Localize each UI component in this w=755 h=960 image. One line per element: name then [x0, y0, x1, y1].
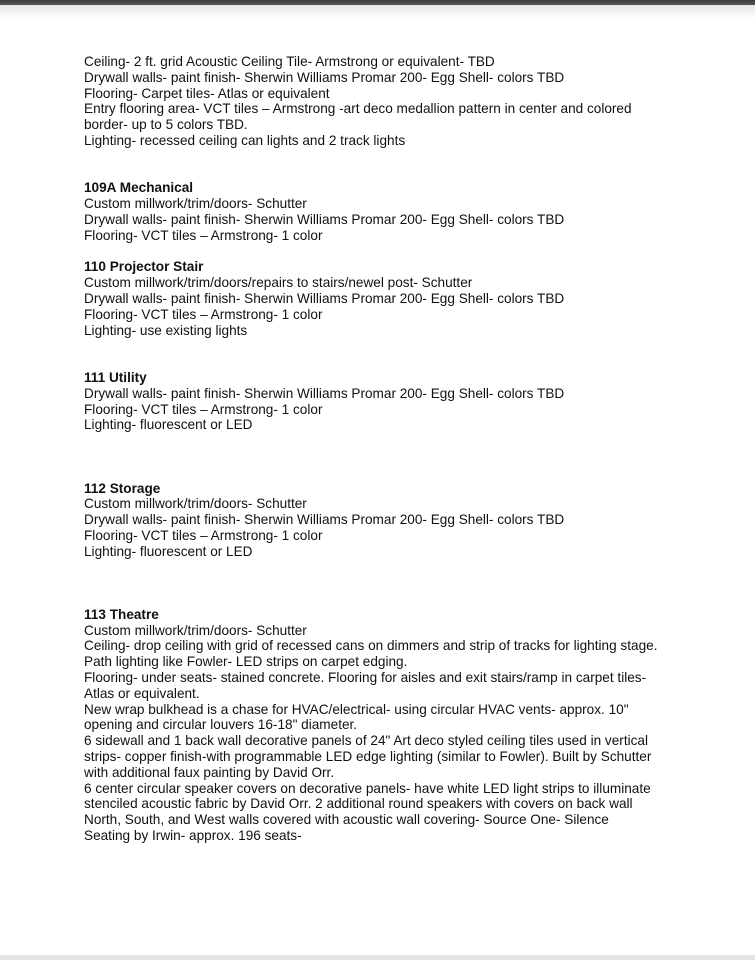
spec-line: Drywall walls- paint finish- Sherwin Williams Promar 200- Egg Shell- colors TBD	[84, 512, 565, 528]
intro-section	[84, 54, 684, 149]
spec-line: Drywall walls- paint finish- Sherwin Williams Promar 200- Egg Shell- colors TBD	[84, 211, 565, 227]
section-heading: 109A Mechanical	[84, 180, 194, 196]
spec-line: Flooring- VCT tiles – Armstrong- 1 color	[84, 227, 323, 243]
spec-line: Custom millwork/trim/doors/repairs to stairs/newel post- Schutter	[84, 275, 473, 291]
section-113-theatre	[84, 607, 684, 844]
scan-bottom-border	[0, 955, 755, 960]
section-112-storage	[84, 481, 684, 560]
document-page	[84, 54, 684, 844]
section-heading: 112 Storage	[84, 480, 161, 496]
spec-line: stenciled acoustic fabric by David Orr. 2 additional round speakers with covers on back wall	[84, 796, 633, 812]
spec-line: Custom millwork/trim/doors- Schutter	[84, 196, 307, 212]
spec-line: Drywall walls- paint finish- Sherwin Williams Promar 200- Egg Shell- colors TBD	[84, 385, 565, 401]
spec-line: Custom millwork/trim/doors- Schutter	[84, 496, 307, 512]
spec-line: Ceiling- drop ceiling with grid of recessed cans on dimmers and strip of tracks for lighting stage.	[84, 638, 658, 654]
section-110-projector-stair	[84, 259, 684, 338]
spec-line: Drywall walls- paint finish- Sherwin Williams Promar 200- Egg Shell- colors TBD	[84, 69, 565, 85]
spec-line: North, South, and West walls covered with acoustic wall covering- Source One- Silence	[84, 812, 609, 828]
spec-line: New wrap bulkhead is a chase for HVAC/electrical- using circular HVAC vents- approx. 10"	[84, 701, 629, 717]
spec-line: opening and circular louvers 16-18" diameter.	[84, 717, 358, 733]
spec-line: Lighting- recessed ceiling can lights and 2 track lights	[84, 132, 406, 148]
spec-line: Flooring- VCT tiles – Armstrong- 1 color	[84, 306, 323, 322]
spec-line: Flooring- Carpet tiles- Atlas or equivalent	[84, 85, 330, 101]
spec-line: Lighting- use existing lights	[84, 322, 248, 338]
spec-line: Entry flooring area- VCT tiles – Armstrong -art deco medallion pattern in center and colored	[84, 101, 632, 117]
spec-line: Flooring- VCT tiles – Armstrong- 1 color	[84, 401, 323, 417]
spec-line: Drywall walls- paint finish- Sherwin Williams Promar 200- Egg Shell- colors TBD	[84, 290, 565, 306]
spec-line: border- up to 5 colors TBD.	[84, 117, 248, 133]
spec-line: with additional faux painting by David Orr.	[84, 764, 335, 780]
spec-line: Flooring- VCT tiles – Armstrong- 1 color	[84, 527, 323, 543]
section-heading: 110 Projector Stair	[84, 259, 204, 275]
spec-line: Atlas or equivalent.	[84, 685, 200, 701]
spec-line: Seating by Irwin- approx. 196 seats-	[84, 828, 302, 844]
section-heading: 113 Theatre	[84, 606, 159, 622]
section-111-utility	[84, 370, 684, 433]
spec-line: Flooring- under seats- stained concrete. Flooring for aisles and exit stairs/ramp in carpet tiles-	[84, 670, 647, 686]
section-109a-mechanical	[84, 180, 684, 243]
spec-line: 6 center circular speaker covers on decorative panels- have white LED light strips to illuminate	[84, 780, 651, 796]
scan-top-shadow	[0, 5, 755, 19]
spec-line: Lighting- fluorescent or LED	[84, 417, 253, 433]
spec-line: strips- copper finish-with programmable LED edge lighting (similar to Fowler). Built by Schutter	[84, 749, 652, 765]
spec-line: Path lighting like Fowler- LED strips on carpet edging.	[84, 654, 408, 670]
section-heading: 111 Utility	[84, 369, 147, 385]
spec-line: Ceiling- 2 ft. grid Acoustic Ceiling Tile- Armstrong or equivalent- TBD	[84, 54, 495, 69]
spec-line: 6 sidewall and 1 back wall decorative panels of 24" Art deco styled ceiling tiles used in vertical	[84, 733, 648, 749]
spec-line: Custom millwork/trim/doors- Schutter	[84, 622, 307, 638]
spec-line: Lighting- fluorescent or LED	[84, 543, 253, 559]
